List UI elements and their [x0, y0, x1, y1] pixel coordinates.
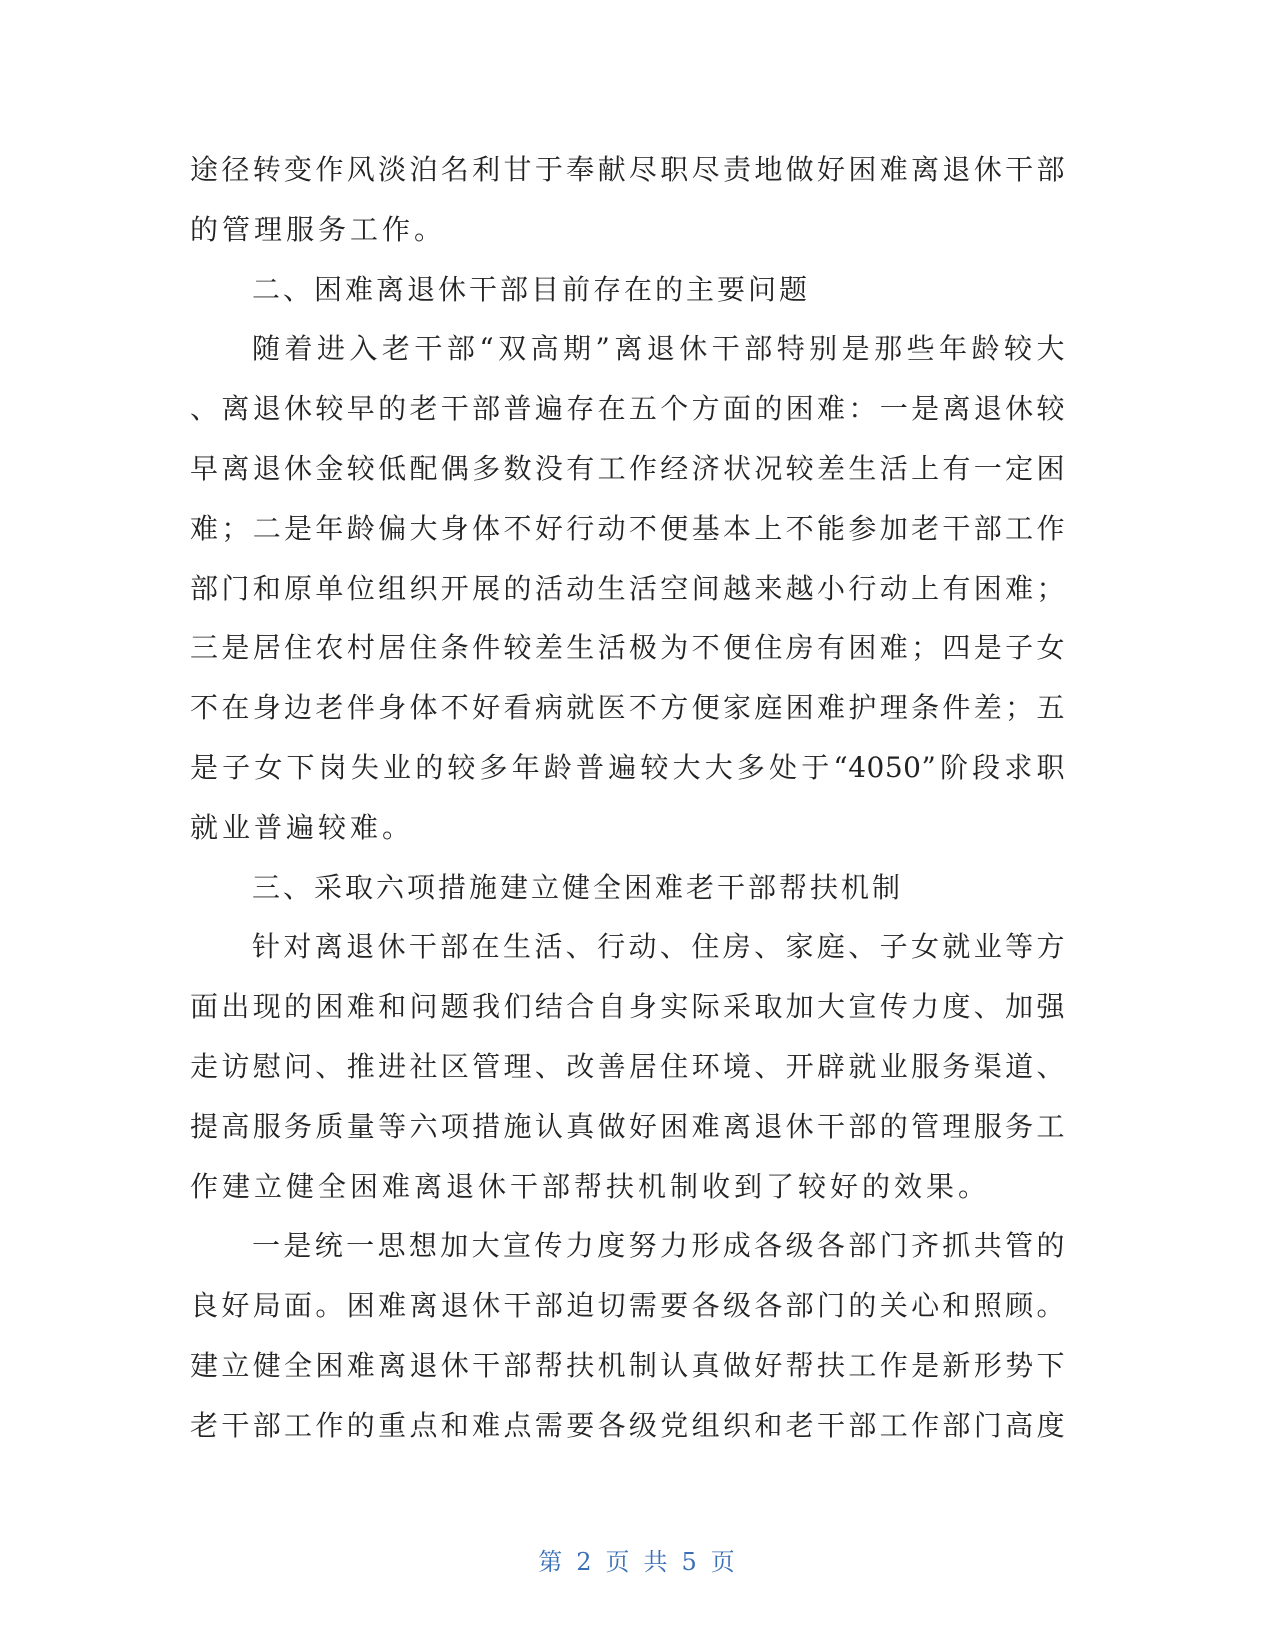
text-line: 是子女下岗失业的较多年龄普遍较大大多处于“4050”阶段求职 — [190, 750, 1065, 784]
section-heading: 三、采取六项措施建立健全困难老干部帮扶机制 — [252, 870, 904, 904]
text-line: 就业普遍较难。 — [190, 810, 415, 844]
total-page-number: 5 — [681, 1548, 699, 1576]
text-line: 难；二是年龄偏大身体不好行动不便基本上不能参加老干部工作 — [190, 511, 1065, 545]
text-line: 不在身边老伴身体不好看病就医不方便家庭困难护理条件差；五 — [190, 691, 1065, 725]
footer-total-unit: 页 — [710, 1548, 737, 1576]
text-line: 途径转变作风淡泊名利甘于奉献尽职尽责地做好困难离退休干部 — [190, 153, 1065, 186]
text-line: 面出现的困难和问题我们结合自身实际采取加大宣传力度、加强 — [190, 990, 1065, 1024]
text-line: 建立健全困难离退休干部帮扶机制认真做好帮扶工作是新形势下 — [190, 1348, 1065, 1382]
page-number-footer — [0, 1542, 1275, 1577]
text-line: 良好局面。困难离退休干部迫切需要各级各部门的关心和照顾。 — [190, 1289, 1065, 1323]
text-line: 早离退休金较低配偶多数没有工作经济状况较差生活上有一定困 — [190, 451, 1065, 485]
text-line: 提高服务质量等六项措施认真做好困难离退休干部的管理服务工 — [190, 1109, 1065, 1143]
text-line: 三是居住农村居住条件较差生活极为不便住房有困难；四是子女 — [190, 631, 1065, 665]
text-line: 、离退休较早的老干部普遍存在五个方面的困难：一是离退休较 — [190, 392, 1065, 426]
footer-page-unit: 页 — [605, 1548, 632, 1576]
text-line: 的管理服务工作。 — [190, 212, 447, 246]
text-line: 作建立健全困难离退休干部帮扶机制收到了较好的效果。 — [190, 1169, 991, 1203]
footer-total-prefix: 共 — [643, 1548, 670, 1576]
text-line: 部门和原单位组织开展的活动生活空间越来越小行动上有困难； — [190, 571, 1065, 605]
text-line: 老干部工作的重点和难点需要各级党组织和老干部工作部门高度 — [190, 1408, 1065, 1442]
section-heading: 二、困难离退休干部目前存在的主要问题 — [252, 272, 811, 306]
document-body — [190, 140, 1065, 1456]
text-line: 针对离退休干部在生活、行动、住房、家庭、子女就业等方 — [252, 930, 1065, 964]
text-line: 走访慰问、推进社区管理、改善居住环境、开辟就业服务渠道、 — [190, 1049, 1065, 1083]
text-line: 随着进入老干部“双高期”离退休干部特别是那些年龄较大 — [252, 332, 1065, 366]
footer-prefix: 第 — [538, 1548, 565, 1576]
current-page-number: 2 — [576, 1548, 594, 1576]
text-line: 一是统一思想加大宣传力度努力形成各级各部门齐抓共管的 — [252, 1229, 1065, 1263]
